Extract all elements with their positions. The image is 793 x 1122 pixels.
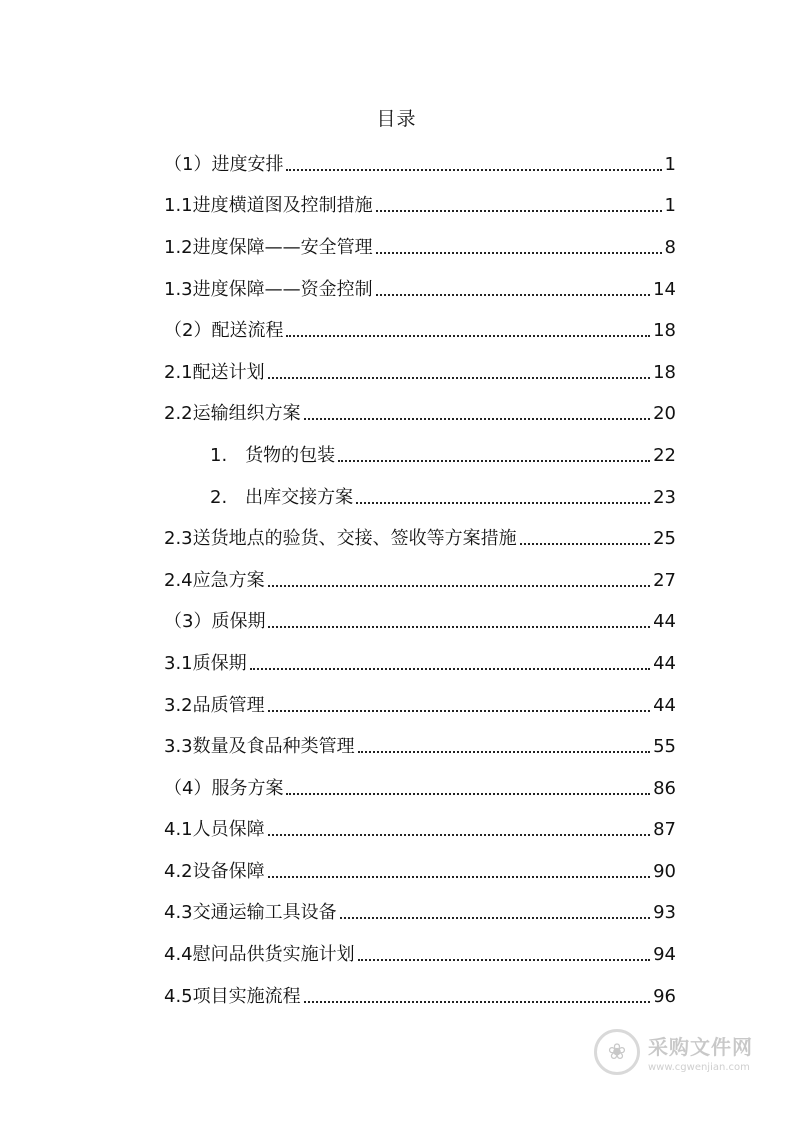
toc-entry-label: 3.1质保期 — [164, 652, 247, 674]
toc-dot-leader — [286, 335, 650, 337]
toc-entry[interactable] — [164, 768, 676, 810]
toc-entry[interactable] — [164, 726, 676, 768]
toc-entry-label: 1.2进度保障——安全管理 — [164, 236, 373, 258]
toc-entry-page-number: 44 — [653, 652, 676, 674]
toc-dot-leader — [358, 959, 650, 961]
toc-entry[interactable] — [164, 518, 676, 560]
watermark-name: 采购文件网 — [648, 1035, 753, 1059]
toc-entry-label: （4）服务方案 — [164, 777, 284, 799]
toc-entry[interactable] — [164, 685, 676, 727]
toc-dot-leader — [268, 585, 650, 587]
toc-entry-label: （1）进度安排 — [164, 153, 284, 175]
toc-entry-page-number: 25 — [653, 528, 676, 550]
toc-entry-page-number: 87 — [653, 819, 676, 841]
toc-entry[interactable] — [164, 227, 676, 269]
toc-entry-label: 4.1人员保障 — [164, 819, 265, 841]
cgwenjian-logo-icon: ❀ — [594, 1029, 640, 1075]
toc-entry-page-number: 96 — [653, 985, 676, 1007]
toc-entry-page-number: 8 — [664, 236, 676, 258]
toc-entry[interactable] — [164, 893, 676, 935]
toc-entry-page-number: 93 — [653, 902, 676, 924]
toc-entry-page-number: 23 — [653, 486, 676, 508]
toc-entry-page-number: 20 — [653, 403, 676, 425]
toc-title: 目录 — [376, 108, 417, 130]
toc-dot-leader — [268, 710, 650, 712]
toc-dot-leader — [356, 502, 650, 504]
toc-entry-page-number: 94 — [653, 944, 676, 966]
toc-dot-leader — [268, 377, 650, 379]
toc-entry-page-number: 86 — [653, 777, 676, 799]
toc-entry[interactable] — [164, 352, 676, 394]
toc-entry[interactable] — [164, 310, 676, 352]
toc-dot-leader — [268, 626, 650, 628]
toc-dot-leader — [520, 543, 650, 545]
toc-entry-page-number: 55 — [653, 736, 676, 758]
watermark-url: www.cgwenjian.com — [648, 1062, 750, 1073]
toc-entry-label: 1.3进度保障——资金控制 — [164, 278, 373, 300]
watermark — [594, 1024, 764, 1080]
toc-entry[interactable] — [164, 394, 676, 436]
toc-entry-label: 1.1进度横道图及控制措施 — [164, 195, 373, 217]
toc-entry-label: （2）配送流程 — [164, 320, 284, 342]
toc-dot-leader — [304, 418, 650, 420]
toc-entry-label: 2.3送货地点的验货、交接、签收等方案措施 — [164, 528, 517, 550]
toc-dot-leader — [376, 252, 662, 254]
toc-entry-label: 4.4慰问品供货实施计划 — [164, 944, 355, 966]
toc-entry-label: 4.5项目实施流程 — [164, 985, 301, 1007]
toc-entry-label: 3.2品质管理 — [164, 694, 265, 716]
toc-entry-label: 2.1配送计划 — [164, 361, 265, 383]
toc-dot-leader — [286, 793, 650, 795]
toc-entry-page-number: 18 — [653, 361, 676, 383]
toc-entry[interactable] — [164, 643, 676, 685]
watermark-text — [648, 1031, 753, 1073]
toc-dot-leader — [376, 210, 662, 212]
toc-entry[interactable] — [164, 477, 676, 519]
toc-entry-page-number: 44 — [653, 611, 676, 633]
toc-dot-leader — [376, 294, 650, 296]
toc-entry-label: 2.4应急方案 — [164, 569, 265, 591]
toc-entry[interactable] — [164, 851, 676, 893]
toc-entry[interactable] — [164, 269, 676, 311]
toc-entry-label: 2. 出库交接方案 — [210, 486, 354, 508]
toc-dot-leader — [304, 1001, 650, 1003]
toc-entry[interactable] — [164, 144, 676, 186]
toc-entry[interactable] — [164, 810, 676, 852]
toc-entry-page-number: 44 — [653, 694, 676, 716]
toc-entry-label: 4.2设备保障 — [164, 860, 265, 882]
toc-entry[interactable] — [164, 435, 676, 477]
toc-entry[interactable] — [164, 602, 676, 644]
toc-entry-page-number: 14 — [653, 278, 676, 300]
toc-entry-label: 1. 货物的包装 — [210, 444, 336, 466]
toc-entry-page-number: 18 — [653, 320, 676, 342]
toc-entry[interactable] — [164, 976, 676, 1018]
toc-entry[interactable] — [164, 560, 676, 602]
toc-dot-leader — [340, 917, 650, 919]
toc-entry-label: 3.3数量及食品种类管理 — [164, 736, 355, 758]
toc-dot-leader — [286, 169, 661, 171]
table-of-contents — [164, 144, 676, 1017]
toc-entry-label: （3）质保期 — [164, 611, 266, 633]
toc-dot-leader — [338, 460, 650, 462]
toc-dot-leader — [358, 751, 650, 753]
toc-entry-page-number: 22 — [653, 444, 676, 466]
toc-entry[interactable] — [164, 934, 676, 976]
toc-dot-leader — [268, 834, 650, 836]
toc-entry-page-number: 90 — [653, 860, 676, 882]
toc-dot-leader — [268, 876, 650, 878]
toc-dot-leader — [250, 668, 650, 670]
toc-entry-page-number: 1 — [664, 195, 676, 217]
toc-entry[interactable] — [164, 186, 676, 228]
toc-entry-label: 2.2运输组织方案 — [164, 403, 301, 425]
toc-entry-page-number: 27 — [653, 569, 676, 591]
toc-entry-page-number: 1 — [664, 153, 676, 175]
toc-entry-label: 4.3交通运输工具设备 — [164, 902, 337, 924]
